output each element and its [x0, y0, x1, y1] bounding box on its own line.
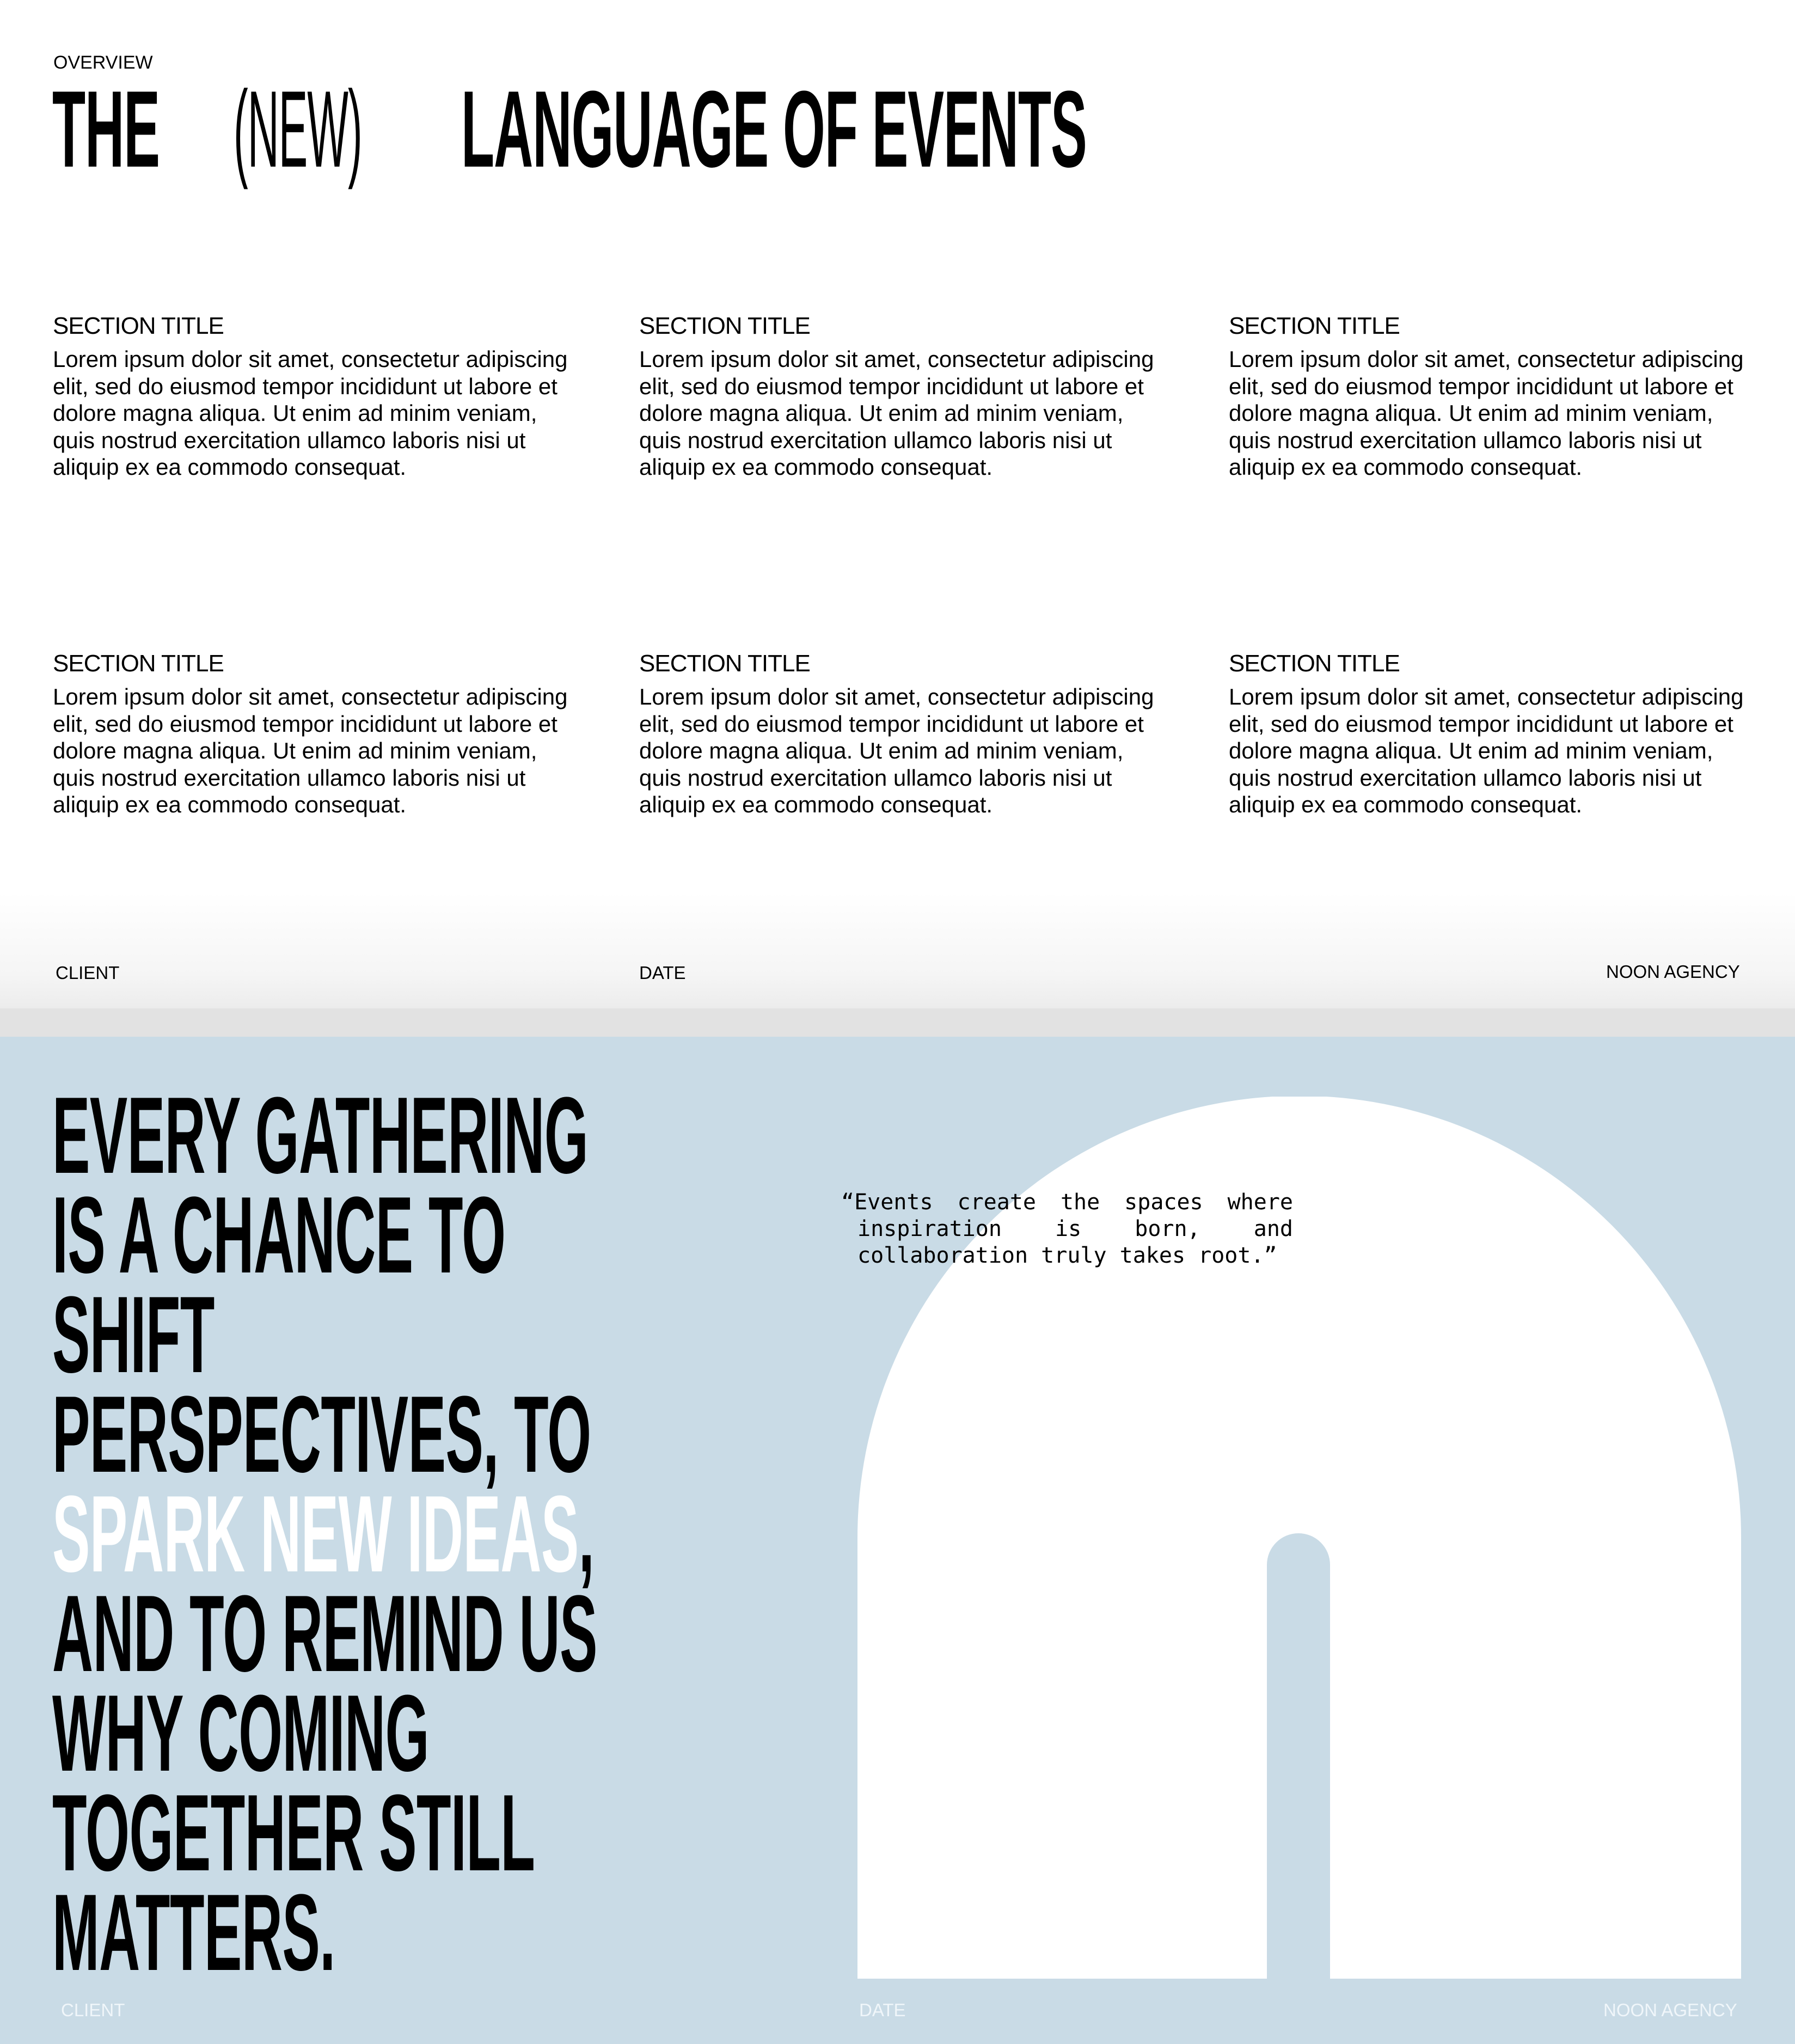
- title-word-new: (NEW): [233, 69, 362, 190]
- section-title: SECTION TITLE: [53, 313, 224, 339]
- manifesto-line: [52, 1473, 595, 1595]
- footer-client: CLIENT: [56, 963, 120, 983]
- section-block: [53, 312, 575, 481]
- section-block: [1229, 312, 1751, 481]
- section-block: [639, 650, 1162, 818]
- manifesto-slide: [0, 1037, 1795, 2044]
- section-body: Lorem ipsum dolor sit amet, consectetur adipiscing elit, sed do eiusmod tempor incididunt ut labore et dolore magna aliqua. Ut enim ad minim veniam, quis nostrud exercitation ullamco laboris nisi ut aliquip ex ea commodo consequat.: [53, 346, 568, 480]
- manifesto-line: TOGETHER STILL: [52, 1772, 535, 1894]
- title-words-language-of-events: LANGUAGE OF EVENTS: [461, 69, 1087, 190]
- manifesto-line: SHIFT: [52, 1274, 215, 1396]
- overline-label: OVERVIEW: [53, 52, 153, 73]
- footer-date: DATE: [639, 963, 686, 983]
- manifesto-comma: ,: [578, 1473, 595, 1595]
- section-title: SECTION TITLE: [53, 650, 224, 677]
- pull-quote: “Events create the spaces where inspiration is born, and collaboration truly takes root.”: [841, 1190, 1293, 1268]
- slide-divider: [0, 1008, 1795, 1037]
- footer-agency: NOON AGENCY: [1606, 962, 1740, 982]
- section-body: Lorem ipsum dolor sit amet, consectetur adipiscing elit, sed do eiusmod tempor incididunt ut labore et dolore magna aliqua. Ut enim ad minim veniam, quis nostrud exercitation ullamco laboris nisi ut aliquip ex ea commodo consequat.: [1229, 346, 1744, 480]
- section-title: SECTION TITLE: [639, 313, 810, 339]
- manifesto-line: AND TO REMIND US: [52, 1573, 597, 1694]
- manifesto-line: WHY COMING: [52, 1673, 429, 1794]
- section-title: SECTION TITLE: [639, 650, 810, 677]
- manifesto-heading: [52, 1075, 923, 1993]
- section-block: [639, 312, 1162, 481]
- manifesto-line: IS A CHANCE TO: [52, 1174, 506, 1296]
- manifesto-line: PERSPECTIVES, TO: [52, 1374, 591, 1495]
- overview-slide: [0, 0, 1795, 1008]
- section-body: Lorem ipsum dolor sit amet, consectetur adipiscing elit, sed do eiusmod tempor incididunt ut labore et dolore magna aliqua. Ut enim ad minim veniam, quis nostrud exercitation ullamco laboris nisi ut aliquip ex ea commodo consequat.: [53, 684, 568, 817]
- manifesto-line: EVERY GATHERING: [52, 1075, 589, 1196]
- section-body: Lorem ipsum dolor sit amet, consectetur adipiscing elit, sed do eiusmod tempor incididunt ut labore et dolore magna aliqua. Ut enim ad minim veniam, quis nostrud exercitation ullamco laboris nisi ut aliquip ex ea commodo consequat.: [639, 684, 1154, 817]
- section-body: Lorem ipsum dolor sit amet, consectetur adipiscing elit, sed do eiusmod tempor incididunt ut labore et dolore magna aliqua. Ut enim ad minim veniam, quis nostrud exercitation ullamco laboris nisi ut aliquip ex ea commodo consequat.: [1229, 684, 1744, 817]
- footer-agency: NOON AGENCY: [1603, 2000, 1737, 2020]
- section-block: [1229, 650, 1751, 818]
- section-block: [53, 650, 575, 818]
- page-title: [52, 70, 1712, 189]
- footer-client: CLIENT: [61, 2000, 125, 2020]
- title-word-the: THE: [52, 69, 160, 190]
- footer-date: DATE: [859, 2000, 906, 2020]
- section-title: SECTION TITLE: [1229, 650, 1400, 677]
- manifesto-highlight: SPARK NEW IDEAS: [52, 1473, 579, 1595]
- manifesto-line: MATTERS.: [52, 1872, 335, 1993]
- section-body: Lorem ipsum dolor sit amet, consectetur adipiscing elit, sed do eiusmod tempor incididunt ut labore et dolore magna aliqua. Ut enim ad minim veniam, quis nostrud exercitation ullamco laboris nisi ut aliquip ex ea commodo consequat.: [639, 346, 1154, 480]
- section-title: SECTION TITLE: [1229, 313, 1400, 339]
